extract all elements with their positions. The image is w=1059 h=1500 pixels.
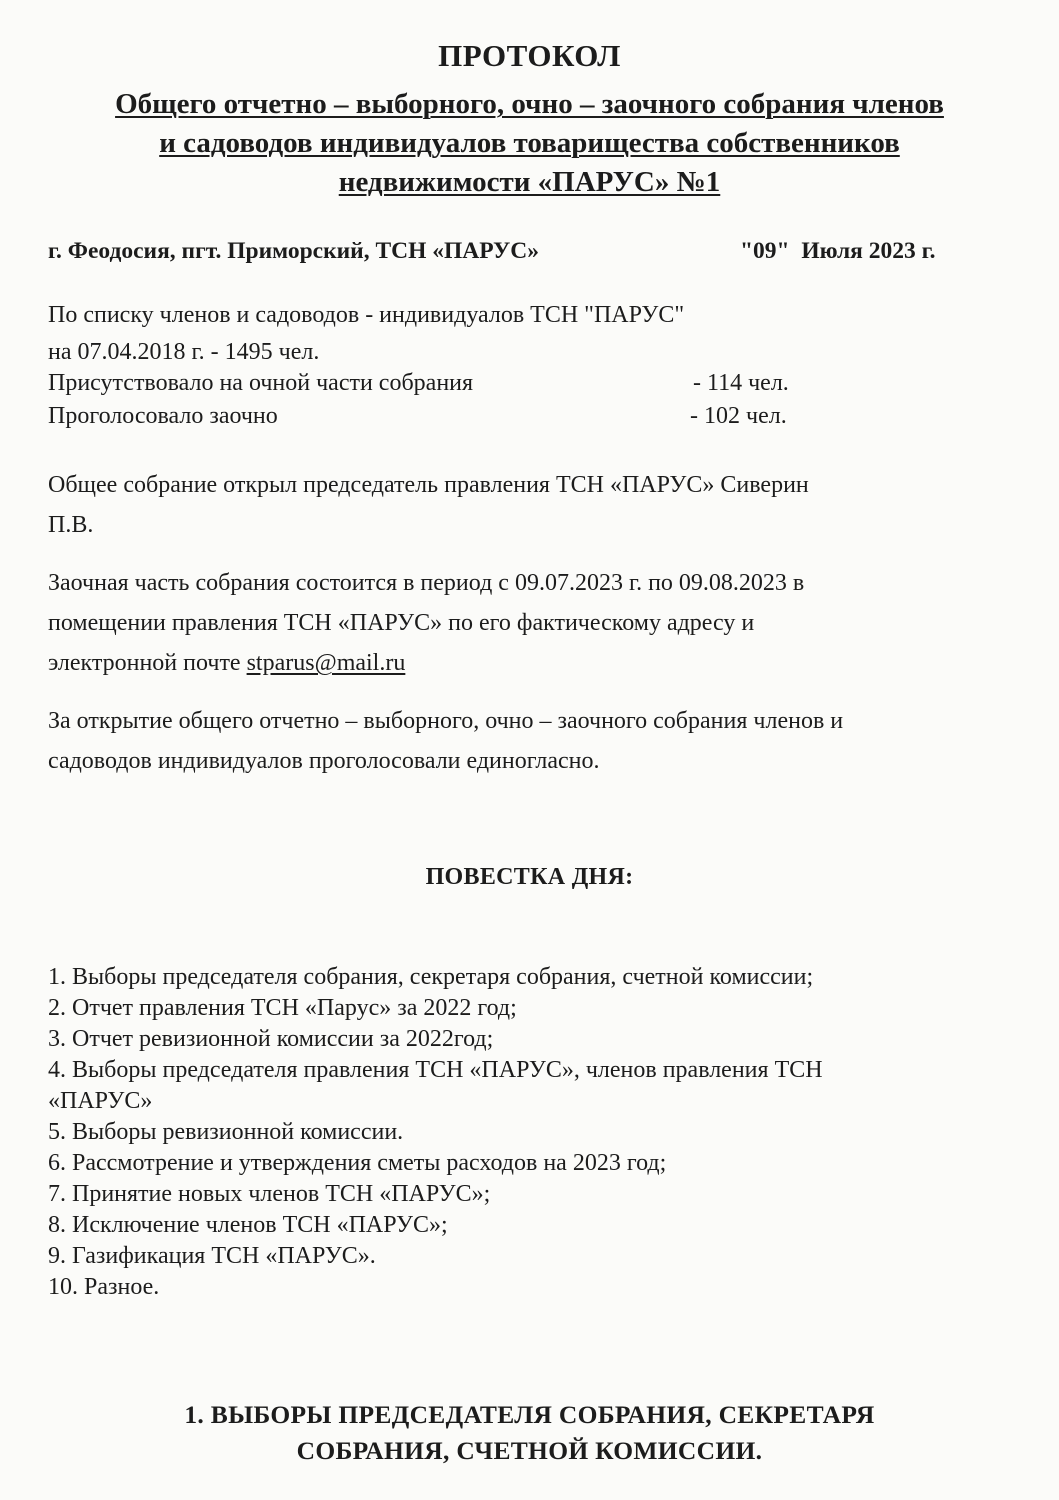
agenda-item: 9. Газификация ТСН «ПАРУС». (48, 1243, 376, 1269)
agenda-item: «ПАРУС» (48, 1088, 153, 1114)
agenda-item: 8. Исключение членов ТСН «ПАРУС»; (48, 1212, 448, 1238)
document-subtitle-line-3: недвижимости «ПАРУС» №1 (338, 166, 721, 198)
agenda-item: 6. Рассмотрение и утверждения сметы расходов на 2023 год; (48, 1150, 667, 1176)
remote-part-line-2: помещении правления ТСН «ПАРУС» по его фактическому адресу и (48, 610, 755, 636)
vote-opening-line-2: садоводов индивидуалов проголосовали единогласно. (48, 748, 600, 774)
vote-opening-line-1: За открытие общего отчетно – выборного, очно – заочного собрания членов и (48, 708, 844, 734)
remote-part-line-1: Заочная часть собрания состоится в период с 09.07.2023 г. по 09.08.2023 в (48, 570, 805, 596)
section-1-heading-line-2: СОБРАНИЯ, СЧЕТНОЙ КОМИССИИ. (296, 1436, 763, 1465)
agenda-item: 1. Выборы председателя собрания, секретаря собрания, счетной комиссии; (48, 964, 814, 990)
meeting-place: г. Феодосия, пгт. Приморский, ТСН «ПАРУС» (48, 238, 540, 264)
remote-part-line-3 (48, 650, 405, 677)
section-1-heading-line-1: 1. ВЫБОРЫ ПРЕДСЕДАТЕЛЯ СОБРАНИЯ, СЕКРЕТАРЯ (184, 1400, 875, 1429)
agenda-item: 3. Отчет ревизионной комиссии за 2022год; (48, 1026, 494, 1052)
agenda-list (48, 962, 1028, 1303)
remote-count-row (48, 403, 948, 430)
agenda-item: 10. Разное. (48, 1274, 160, 1300)
agenda-item: 5. Выборы ревизионной комиссии. (48, 1119, 404, 1145)
document-subtitle-line-2: и садоводов индивидуалов товарищества собственников (159, 127, 900, 159)
meeting-date: "09" Июля 2023 г. (740, 238, 936, 264)
member-list-line-1: По списку членов и садоводов - индивидуалов ТСН "ПАРУС" (48, 302, 685, 328)
present-label: Присутствовало на очной части собрания (48, 370, 474, 396)
agenda-item: 4. Выборы председателя правления ТСН «ПАРУС», членов правления ТСН (48, 1057, 823, 1083)
document-title: ПРОТОКОЛ (438, 38, 621, 73)
document-subtitle-line-1: Общего отчетно – выборного, очно – заочного собрания членов (115, 88, 944, 120)
present-value: - 114 чел. (693, 370, 789, 396)
remote-part-email-prefix: электронной почте (48, 650, 247, 676)
agenda-item: 7. Принятие новых членов ТСН «ПАРУС»; (48, 1181, 491, 1207)
opening-line-1: Общее собрание открыл председатель правления ТСН «ПАРУС» Сиверин (48, 472, 809, 498)
place-date-line (48, 238, 1008, 265)
remote-value: - 102 чел. (690, 403, 787, 429)
agenda-item: 2. Отчет правления ТСН «Парус» за 2022 год; (48, 995, 517, 1021)
member-list-line-2: на 07.04.2018 г. - 1495 чел. (48, 339, 320, 365)
present-count-row (48, 370, 948, 397)
email-link[interactable]: stparus@mail.ru (246, 650, 406, 676)
remote-label: Проголосовало заочно (48, 403, 278, 429)
opening-line-2: П.В. (48, 512, 94, 538)
agenda-title: ПОВЕСТКА ДНЯ: (425, 864, 634, 890)
